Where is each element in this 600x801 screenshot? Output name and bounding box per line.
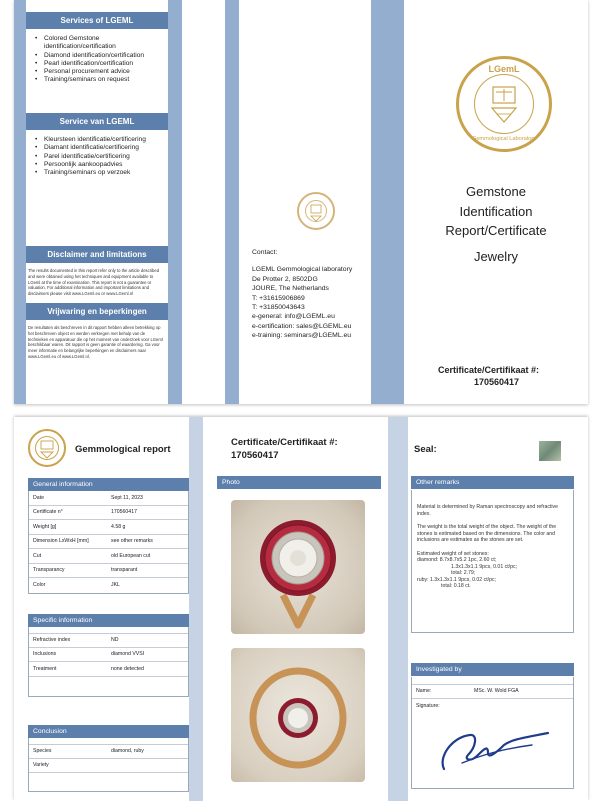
services-nl-title: Service van LGEML — [26, 113, 168, 130]
other-remarks-title: Other remarks — [411, 476, 574, 489]
contact-line: e-training: seminars@LGEML.eu — [252, 332, 352, 340]
table-row — [412, 684, 573, 699]
row-value: see other remarks — [111, 538, 153, 545]
contact-panel — [239, 0, 371, 404]
disclaimer-nl-text: De resultaten als beschreven in dit rapport hebben alleen betrekking op het beschreven object en werden verkregen met behulp van de technieken en apparatuur die op het moment van onderzoek voor LGeml beschikbaar waren. Dit rapport is geen garantie of waardering. Ga voor meer informatie en belangrijke beperkingen en disclaimers naar www.LGeml.eu of www.LGeml.nl. — [28, 324, 163, 359]
row-key: Refractive index — [33, 637, 71, 644]
row-key: Treatment — [33, 665, 57, 672]
table-row — [29, 648, 188, 663]
signature-image — [412, 715, 575, 785]
cover-panel — [404, 0, 588, 404]
list-item: • Training/seminars on request — [30, 76, 164, 84]
table-row — [29, 520, 188, 535]
row-value: 4.58 g — [111, 523, 126, 530]
contact-line: T: +31615906869 — [252, 294, 305, 302]
row-value: none detected — [111, 665, 144, 672]
small-logo — [297, 192, 335, 230]
row-key: Variety — [33, 762, 49, 769]
list-item: • Personal procurement advice — [30, 68, 164, 76]
cover-title-line: Gemstone — [466, 184, 526, 199]
list-item: • Training/seminars op verzoek — [30, 169, 164, 177]
table-row — [29, 578, 188, 593]
logo-top-text: LGemL — [488, 64, 520, 74]
row-value: old European cut — [111, 552, 151, 559]
ring-top-view-image — [231, 500, 365, 634]
investigated-title: Investigated by — [411, 663, 574, 676]
diamond-icon — [28, 429, 66, 467]
contact-heading: Contact: — [252, 249, 278, 256]
divider-band — [388, 417, 408, 801]
remarks-line: total: 0.18 ct. — [441, 583, 471, 589]
seal-label: Seal: — [414, 444, 437, 455]
report-title: Gemmological report — [75, 444, 171, 455]
table-row — [29, 564, 188, 579]
table-row — [29, 506, 188, 521]
cover-title-line: Report/Certificate — [445, 223, 547, 238]
specific-info-table — [28, 627, 189, 697]
remarks-line: 1.3x1.3x1.1 9pcs, 0.01 ct/pc; — [451, 563, 518, 570]
row-key: Inclusions — [33, 651, 57, 658]
remarks-line: ruby: 1.3x1.3x1.1 9pcs, 0.02 ct/pc; — [417, 576, 497, 583]
contact-line: De Protter 2, 8502DG — [252, 275, 318, 283]
row-key: Cut — [33, 552, 42, 559]
remarks-line: total: 2.79; — [451, 570, 476, 576]
list-item: • Diamond identification/certification — [30, 52, 164, 60]
row-value: JKL — [111, 582, 120, 589]
ring-side-view-image — [231, 648, 365, 782]
mid-right-blue-band — [371, 0, 404, 404]
report-page — [14, 417, 588, 801]
specific-info-title: Specific information — [28, 614, 189, 627]
diamond-icon — [297, 192, 335, 230]
remarks-est-title: Estimated weight of set stones: — [417, 550, 489, 557]
report-logo — [28, 429, 66, 467]
services-panel — [26, 12, 168, 366]
row-key: Species — [33, 748, 52, 755]
other-remarks-box — [411, 490, 574, 633]
logo-ring-text: Gemmological Laboratory — [471, 136, 537, 142]
conclusion — [28, 725, 189, 792]
cover-title-line: Identification — [459, 203, 533, 219]
specific-information — [28, 614, 189, 697]
services-en-title: Services of LGEML — [26, 12, 168, 29]
row-key: Certificate n° — [33, 509, 63, 516]
list-item: • Diamant identificatie/certificering — [30, 144, 164, 152]
cover-cert-label: Certificate/Certifikaat #: — [438, 365, 540, 375]
row-value: 170560417 — [111, 509, 137, 516]
contact-line: JOURE, The Netherlands — [252, 285, 329, 293]
investigated-box — [411, 677, 574, 789]
conclusion-table — [28, 738, 189, 792]
table-row — [29, 662, 188, 677]
list-item: • Persoonlijk aankoopadvies — [30, 161, 164, 169]
remarks-paragraph: The weight is the total weight of the object. The weight of the stones is estimated based on the dimensions. The color and inclusions are estimates as the stones are set. — [417, 524, 557, 543]
left-mid-blue-band — [168, 0, 182, 404]
row-key: Date — [33, 494, 44, 501]
row-value: Sept 11, 2023 — [111, 494, 143, 501]
row-key: Weight [g] — [33, 523, 57, 530]
row-value: diamond VVSI — [111, 651, 145, 658]
services-en-list — [26, 29, 168, 113]
photo-title: Photo — [217, 476, 381, 489]
contact-line: e-certification: sales@LGEML.eu — [252, 322, 352, 330]
ring-photo-top — [231, 500, 365, 634]
table-row — [29, 549, 188, 564]
remarks-line: diamond: 8.7x8.7x5.2 1pc, 2.60 ct; — [417, 557, 497, 563]
cover-title — [404, 182, 588, 241]
list-item: • Pearl identification/certification — [30, 60, 164, 68]
disclaimer-en-text: The results documented in this report refer only to the article described and were obtained using het techniques and equipment available to LGeml at the time of examination. This report is not a guarantee or valuation. For additional information and important limitations and disclaimers please visit www.LGeml.eu or www.LGeml.nl — [28, 268, 160, 297]
left-blue-band — [14, 0, 26, 404]
report-cert-number: 170560417 — [231, 449, 279, 461]
conclusion-title: Conclusion — [28, 725, 189, 738]
row-value: diamond, ruby — [111, 748, 144, 755]
table-row — [412, 699, 573, 714]
table-row — [29, 759, 188, 774]
signature-label: Signature: — [416, 702, 440, 709]
disclaimer-en-title: Disclaimer and limitations — [26, 246, 168, 263]
divider-band — [189, 417, 203, 801]
general-info-table — [28, 491, 189, 594]
table-row — [29, 491, 188, 506]
list-item: • Colored Gemstone identification/certification — [30, 35, 164, 52]
lgeml-logo — [456, 56, 552, 152]
cover-cert — [438, 364, 588, 388]
disclaimer-nl-title: Vrijwaring en beperkingen — [26, 303, 168, 320]
table-row — [29, 633, 188, 648]
row-key: Color — [33, 582, 46, 589]
table-row — [29, 535, 188, 550]
contact-block — [252, 248, 382, 341]
row-value: ND — [111, 637, 119, 644]
general-information — [28, 478, 189, 594]
report-cert-block — [231, 437, 338, 462]
row-key: Transparancy — [33, 567, 65, 574]
list-item: • Parel identificatie/certificering — [30, 153, 164, 161]
name-value: MSc. W. Wold FGA — [474, 688, 519, 695]
contact-line: T: +31850043643 — [252, 304, 305, 312]
list-item: • Kleursteen identificatie/certificering — [30, 136, 164, 144]
cover-subtitle: Jewelry — [473, 249, 519, 264]
brochure-page — [14, 0, 588, 404]
seal-hologram — [539, 441, 561, 461]
report-cert-label: Certificate/Certifikaat #: — [231, 437, 338, 448]
mid-left-blue-band — [225, 0, 239, 404]
cover-cert-number: 170560417 — [474, 377, 520, 387]
services-nl-list — [26, 130, 168, 246]
row-key: Dimension LxWxH [mm] — [33, 538, 89, 545]
contact-line: LGEML Gemmological laboratory — [252, 266, 353, 274]
contact-line: e-general: info@LGEML.eu — [252, 313, 335, 321]
table-row — [29, 744, 188, 759]
remarks-paragraph: Material is determined by Raman spectroscopy and refractive index. — [417, 504, 558, 517]
name-label: Name: — [416, 688, 432, 695]
general-info-title: General information — [28, 478, 189, 491]
ring-photo-side — [231, 648, 365, 782]
row-value: transparant — [111, 567, 138, 574]
